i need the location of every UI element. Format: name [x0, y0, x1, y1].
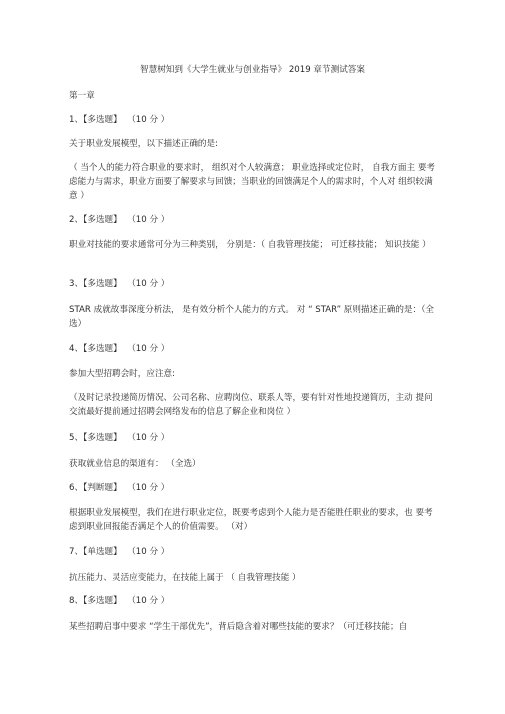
document-title: 智慧树知到《大学生就业与创业指导》 2019 章节测试答案 — [140, 65, 365, 75]
question-3-stem: STAR 成就故事深度分析法， 是有效分析个人能力的方式。 对 “ STAR” 原则描述正确的是：（全 选） — [69, 305, 435, 329]
question-5-header: 5、【多选题】 （10 分 ） — [69, 433, 170, 443]
question-6-header: 6、【判断题】 （10 分 ） — [69, 483, 170, 493]
question-1-stem: 关于职业发展模型，以下描述正确的是: — [69, 139, 218, 149]
chapter-heading: 第一章 — [69, 91, 95, 101]
question-3-header: 3、【多选题】 （10 分 ） — [69, 279, 170, 289]
question-4-answer: （及时记录投递简历情况、公司名称、应聘岗位、联系人等，要有针对性地投递简历，主动 提问交流最好提前通过招聘会网络发布的信息了解企业和岗位 ） — [69, 393, 433, 417]
question-1-header: 1、【多选题】 （10 分 ） — [69, 115, 170, 125]
question-1-answer: （ 当个人的能力符合职业的要求时， 组织对个人较满意； 职业选择或定位时， 自我方面主 要考虑能力与需求，职业方面要了解要求与回馈；当职业的回馈满足个人的需求时，个人对 组织较满意 ） — [69, 163, 436, 201]
question-7-header: 7、【单选题】 （10 分 ） — [69, 547, 170, 557]
question-4-header: 4、【多选题】 （10 分 ） — [69, 344, 170, 354]
question-2-stem: 职业对技能的要求通常可分为三种类别， 分别是：（ 自我管理技能； 可迁移技能； 知识技能 ） — [69, 240, 431, 250]
question-4-stem: 参加大型招聘会时，应注意: — [69, 369, 176, 379]
question-6-stem: 根据职业发展模型，我们在进行职业定位，既要考虑到个人能力是否能胜任职业的要求，也 要考虑到职业回报能否满足个人的价值需要。 （对） — [69, 508, 433, 532]
question-2-header: 2、【多选题】 （10 分 ） — [69, 215, 170, 225]
question-8-stem: 某些招聘启事中要求 “学生干部优先”，背后隐含着对哪些技能的要求？（可迁移技能；自 — [69, 622, 408, 632]
question-5-stem: 获取就业信息的渠道有： （全选） — [69, 459, 201, 469]
question-8-header: 8、【多选题】 （10 分 ） — [69, 596, 170, 606]
question-7-stem: 抗压能力、灵活应变能力，在技能上属于 （ 自我管理技能 ） — [69, 573, 301, 583]
